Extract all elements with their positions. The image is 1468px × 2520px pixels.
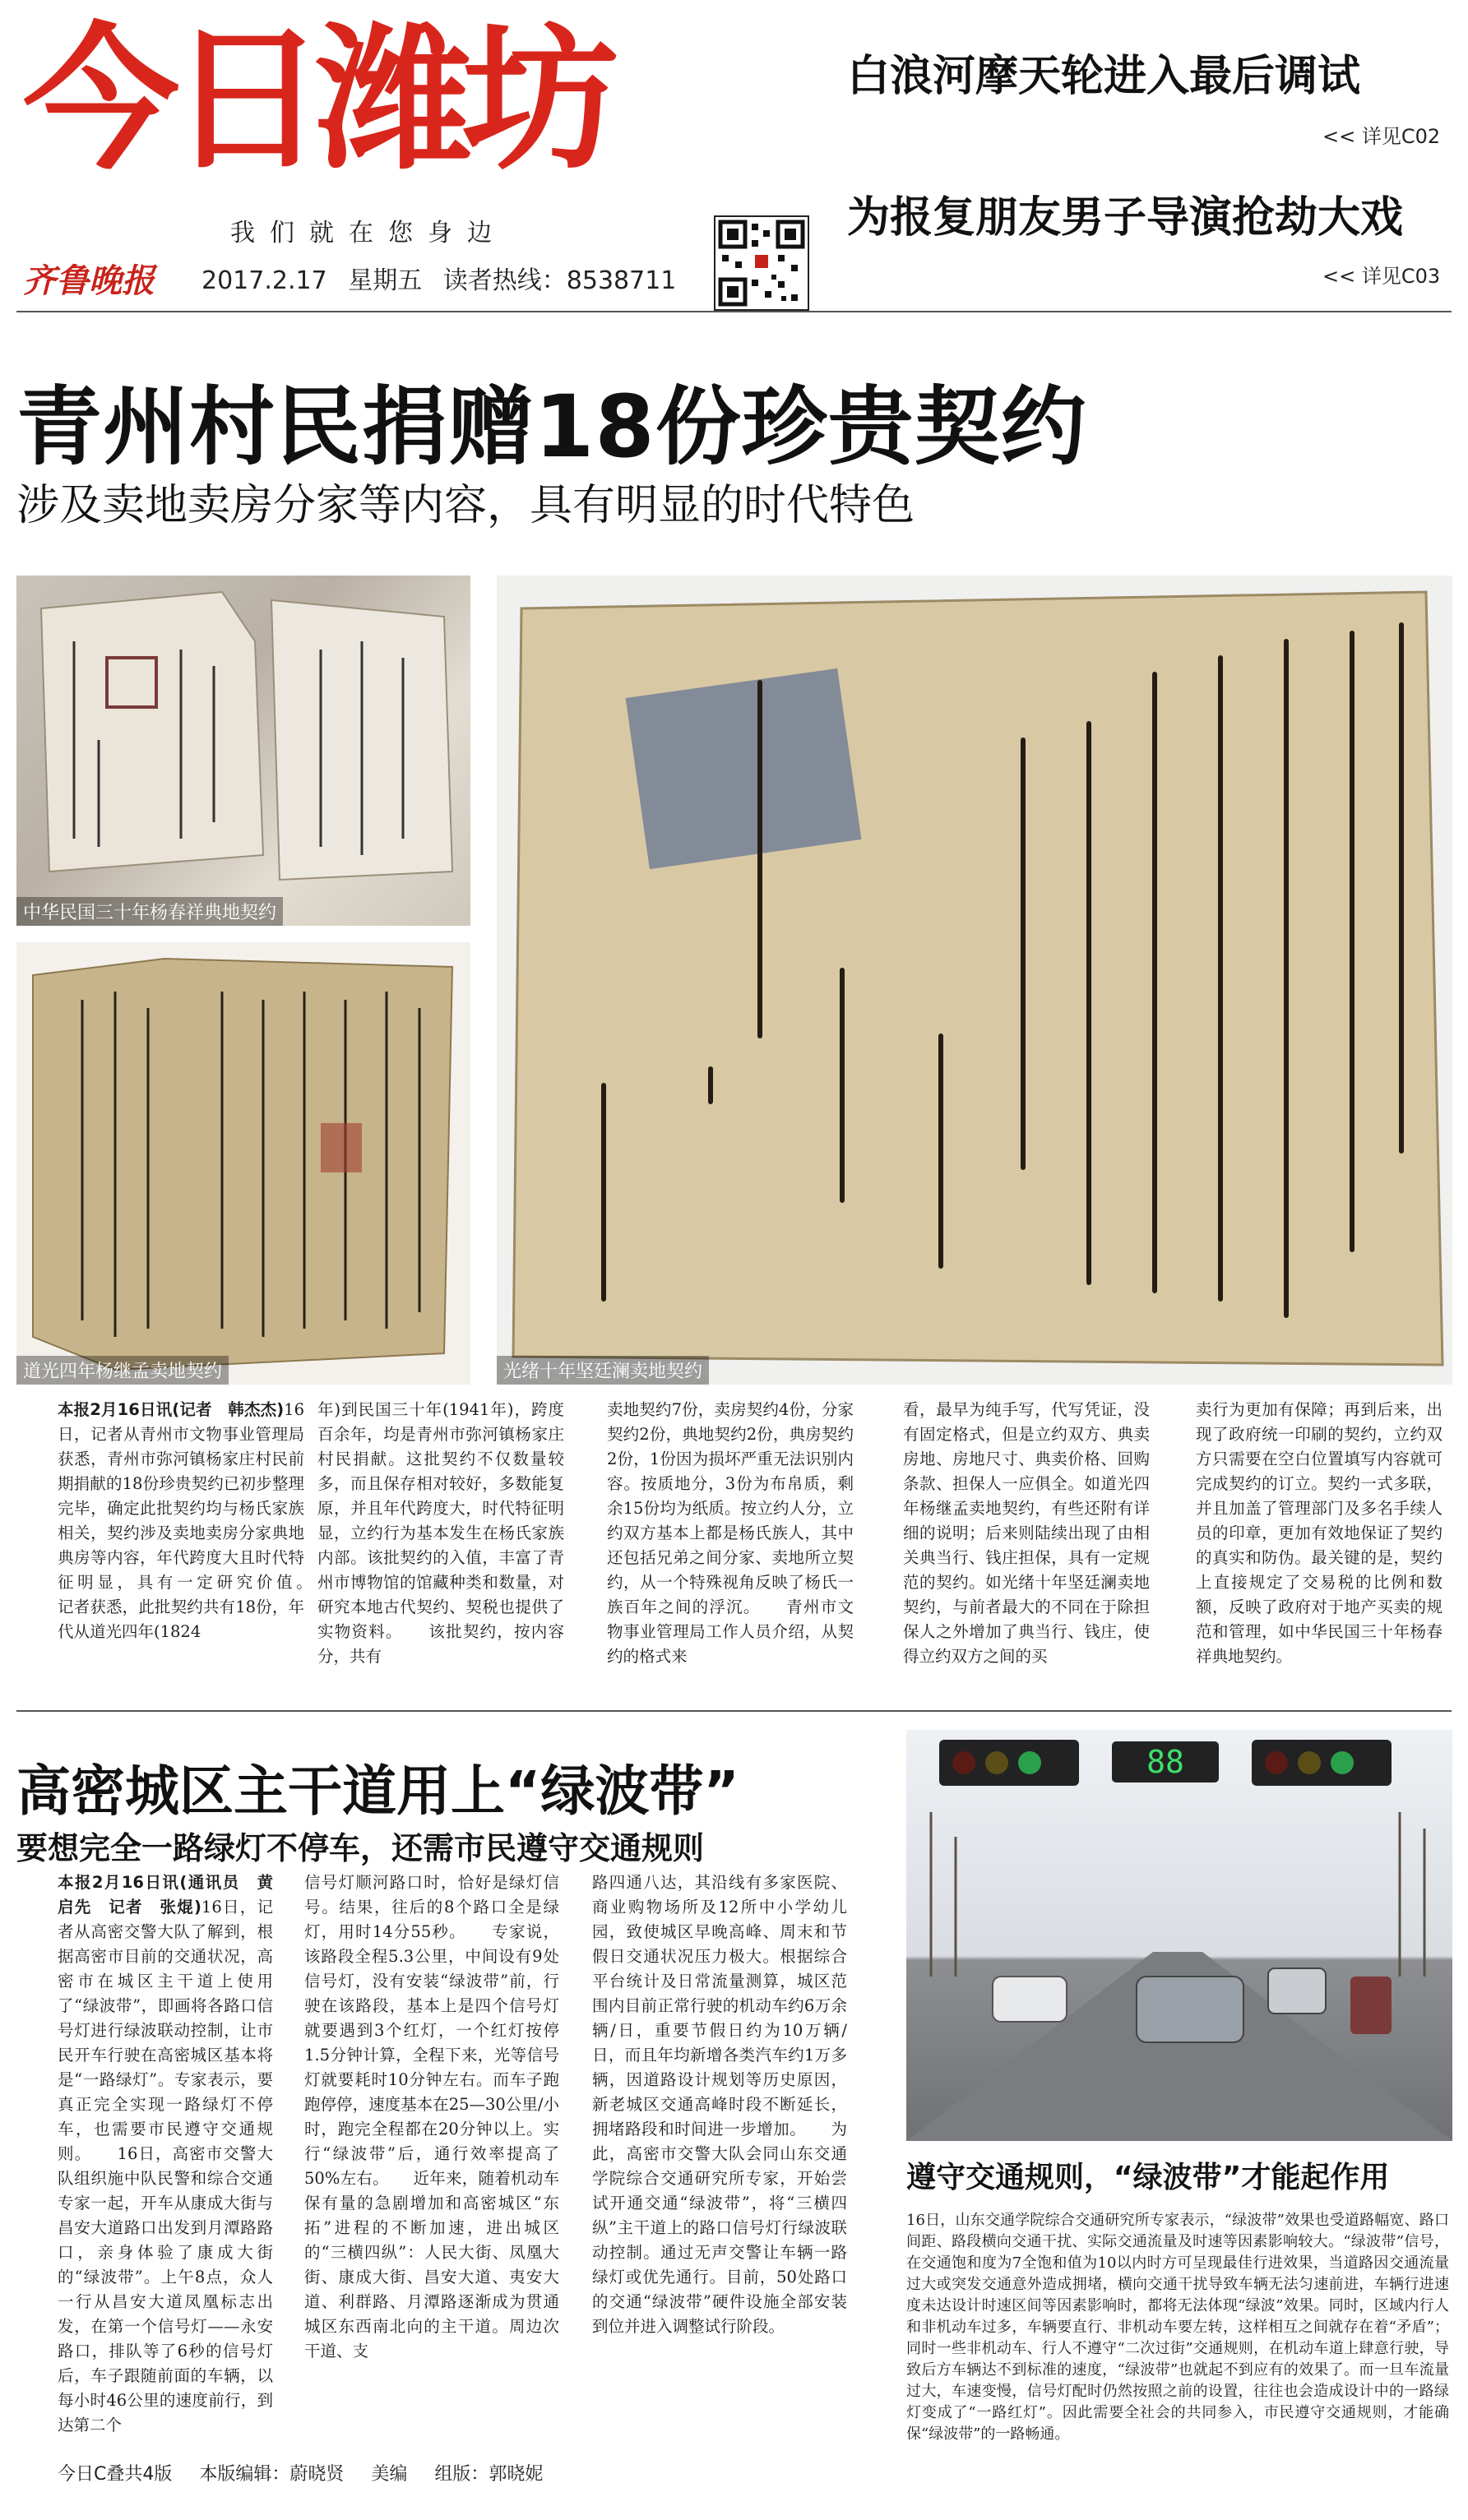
edition-info: 今日C叠共4版 xyxy=(58,2464,173,2485)
qr-code-icon[interactable] xyxy=(714,215,809,311)
second-text-1: 16日，记者从高密交警大队了解到，根据高密市目前的交通状况，高密市在城区主干道上使用了“绿波带”，即画将各路口信号灯进行绿波联动控制，让市民开车行驶在高密城区基本将是“一路绿灯”。专家表示，要真正完全实现一路绿灯不停车，也需要市民遵守交通规则。 16日，高密市交警大队组织施中队民警和综合交通专家一起，开车从康成大街与昌安大道路口出发到月潭路路口，亲身体验了康成大街的“绿波带”。上午8点，众人一行从昌安大道凤凰标志出发，在第一个信号灯——永安路口，排队等了6秒的信号灯后，车子跟随前面的车辆，以每小时46公里的速度前行，到达第二个 xyxy=(58,1898,273,2434)
photo-caption: 中华民国三十年杨春祥典地契约 xyxy=(16,897,283,926)
second-article-col-1 xyxy=(58,1870,273,2454)
teaser-1-ref[interactable]: << 详见C02 xyxy=(1322,125,1441,148)
masthead-logo xyxy=(23,9,845,191)
editor-credit: 本版编辑：蔚晓贤 xyxy=(199,2464,345,2485)
lead-article-col-5: 卖行为更加有保障；再到后来，出现了政府统一印刷的契约，立约双方只需要在空白位置填写内容就可完成契约的订立。契约一式多联，并且加盖了管理部门及多名手续人员的印章，更加有效地保证了契约的真实和防伪。最关键的是，契约上直接规定了交易税的比例和数额，反映了政府对于地产买卖的规范和管理，如中华民国三十年杨春祥典地契约。 xyxy=(1196,1400,1443,1666)
art-credit: 美编 xyxy=(371,2464,408,2485)
second-article-col-3: 路四通八达，其沿线有多家医院、商业购物场所及12所中小学幼儿园，致使城区早晚高峰、周末和节假日交通状况压力极大。根据综合平台统计及日常流量测算，城区范围内目前正常行驶的机动车约6万余辆/日，重要节假日约为10万辆/日，而且年均新增各类汽车约1万多辆，因道路设计规划等历史原因，新老城区交通高峰时段不断延长，拥堵路段和时间进一步增加。 为此，高密市交警大队会同山东交通学院综合交通研究所专家，开始尝试开通交通“绿波带”，将“三横四纵”主干道上的路口信号灯行绿波联动控制。通过无声交警让车辆一路绿灯或优先通行。目前，50处路口的交通“绿波带”硬件设施全部安装到位并进入调整试行阶段。 xyxy=(592,1873,847,2336)
reader-hotline: 读者热线：8538711 xyxy=(442,266,677,295)
issue-weekday: 星期五 xyxy=(348,266,423,295)
countdown-display: 88 xyxy=(1146,1744,1184,1780)
photo-contract-daoguang xyxy=(16,942,470,1385)
lead-headline: 青州村民捐赠18份珍贵契约 xyxy=(16,377,1087,477)
masthead-divider xyxy=(16,311,1452,312)
second-article-col-2: 信号灯顺河路口时，恰好是绿灯信号。结果，往后的8个路口全是绿灯，用时14分55秒。 专家说，该路段全程5.3公里，中间设有9处信号灯，没有安装“绿波带”前，行驶在该路段，基本上是四个信号灯就要遇到3个红灯，一个红灯按停1.5分钟计算，全程下来，光等信号灯就要耗时10分钟左右。而车子跑跑停停，速度基本在25—30公里/小时，跑完全程都在20分钟以上。实行“绿波带”后，通行效率提高了50%左右。 近年来，随着机动车保有量的急剧增加和高密城区“东拓”进程的不断加速，进出城区的“三横四纵”：人民大街、凤凰大街、康成大街、昌安大道、夷安大道、利群路、月潭路逐渐成为贯通城区东西南北向的主干道。周边次干道、支 xyxy=(304,1873,559,2360)
lead-article-col-4: 看，最早为纯手写，代写凭证，没有固定格式，但是立约双方、典卖房地、房地尺寸、典卖价格、回购条款、担保人一应俱全。如道光四年杨继孟卖地契约，有些还附有详细的说明；后来则陆续出现了由相关典当行、钱庄担保，具有一定规范的契约。如光绪十年坚廷澜卖地契约，与前者最大的不同在于除担保人之外增加了典当行、钱庄，使得立约双方之间的买 xyxy=(903,1400,1150,1666)
lead-article-col-3: 卖地契约7份，卖房契约4份，分家契约2份，典地契约2份，典房契约2份，1份因为损坏严重无法识别内容。按质地分，3份为布帛质，剩余15份均为纸质。按立约人分，立约双方基本上都是杨氏族人，其中还包括兄弟之间分家、卖地所立契约，从一个特殊视角反映了杨氏一族百年之间的浮沉。 青州市文物事业管理局工作人员介绍，从契约的格式来 xyxy=(607,1400,854,1666)
page-footer xyxy=(58,2460,564,2485)
teaser-2-title[interactable]: 为报复朋友男子导演抢劫大戏 xyxy=(847,193,1404,243)
photo-caption: 光绪十年坚廷澜卖地契约 xyxy=(497,1356,709,1385)
lead-article-col-1 xyxy=(58,1398,304,1694)
second-subhead: 要想完全一路绿灯不停车，还需市民遵守交通规则 xyxy=(16,1830,705,1866)
section-divider xyxy=(16,1710,1452,1712)
traffic-photo-caption: 遵守交通规则，“绿波带”才能起作用 xyxy=(906,2161,1390,2194)
photo-contract-guangxu xyxy=(497,576,1452,1385)
teaser-2-ref[interactable]: << 详见C03 xyxy=(1322,265,1441,288)
lead-text-1: 16日，记者从青州市文物事业管理局获悉，青州市弥河镇杨家庄村民前期捐献的18份珍贵契约已初步整理完毕，确定此批契约均与杨氏家族相关，契约涉及卖地卖房分家典地典房等内容，年代跨度大且时代特征明显，具有一定研究价值。 记者获悉，此批契约共有18份，年代从道光四年(1824 xyxy=(58,1400,304,1641)
second-article-col-4: 16日，山东交通学院综合交通研究所专家表示，“绿波带”效果也受道路幅宽、路口间距、路段横向交通干扰、实际交通流量及时速等因素影响较大。“绿波带”信号，在交通饱和度为7全饱和值为10以内时方可呈现最佳行进效果，当道路因交通流量过大或突发交通意外造成拥堵，横向交通干扰导致车辆无法匀速前进，车辆行进速度未达设计时速区间等因素影响时，都将无法体现“绿波”效果。同时，区域内行人和非机动车过多，车辆要直行、非机动车要左转，这样相互之间就存在着“矛盾”；同时一些非机动车、行人不遵守“二次过街”交通规则，在机动车道上肆意行驶，导致后方车辆达不到标准的速度，“绿波带”也就起不到应有的效果了。而一旦车流量过大，车速变慢，信号灯配时仍然按照之前的设置，往往也会造成设计中的一路绿灯变成了“一路红灯”。因此需要全社会的共同参入，市民遵守交通规则，才能确保“绿波带”的一路畅通。 xyxy=(906,2212,1449,2443)
lead-byline: 本报2月16日讯(记者 韩杰杰) xyxy=(58,1400,285,1419)
photo-contract-1941 xyxy=(16,576,470,926)
issue-date: 2017.2.17 xyxy=(201,266,327,295)
brand-name: 齐鲁晚报 xyxy=(23,261,155,300)
photo-traffic xyxy=(906,1730,1452,2141)
second-byline: 本报2月16日讯(通讯员 黄启先 记者 张焜) xyxy=(58,1873,273,1917)
masthead-slogan: 我们就在您身边 xyxy=(230,219,507,247)
lead-subhead: 涉及卖地卖房分家等内容，具有明显的时代特色 xyxy=(16,481,915,530)
photo-caption: 道光四年杨继孟卖地契约 xyxy=(16,1356,229,1385)
second-headline: 高密城区主干道用上“绿波带” xyxy=(16,1759,739,1823)
logo-text: 今日潍坊 xyxy=(23,9,609,191)
lead-article-col-2: 年)到民国三十年(1941年)，跨度百余年，均是青州市弥河镇杨家庄村民捐献。这批契约不仅数量较多，而且保存相对较好，多数能复原，并且年代跨度大，时代特征明显，立约行为基本发生在杨氏家族内部。该批契约的入值，丰富了青州市博物馆的馆藏种类和数量，对研究本地古代契约、契税也提供了实物资料。 该批契约，按内容分，共有 xyxy=(317,1400,564,1666)
layout-credit: 组版：郭晓妮 xyxy=(434,2464,544,2485)
teaser-1-title[interactable]: 白浪河摩天轮进入最后调试 xyxy=(847,52,1361,101)
dateline xyxy=(201,260,689,296)
